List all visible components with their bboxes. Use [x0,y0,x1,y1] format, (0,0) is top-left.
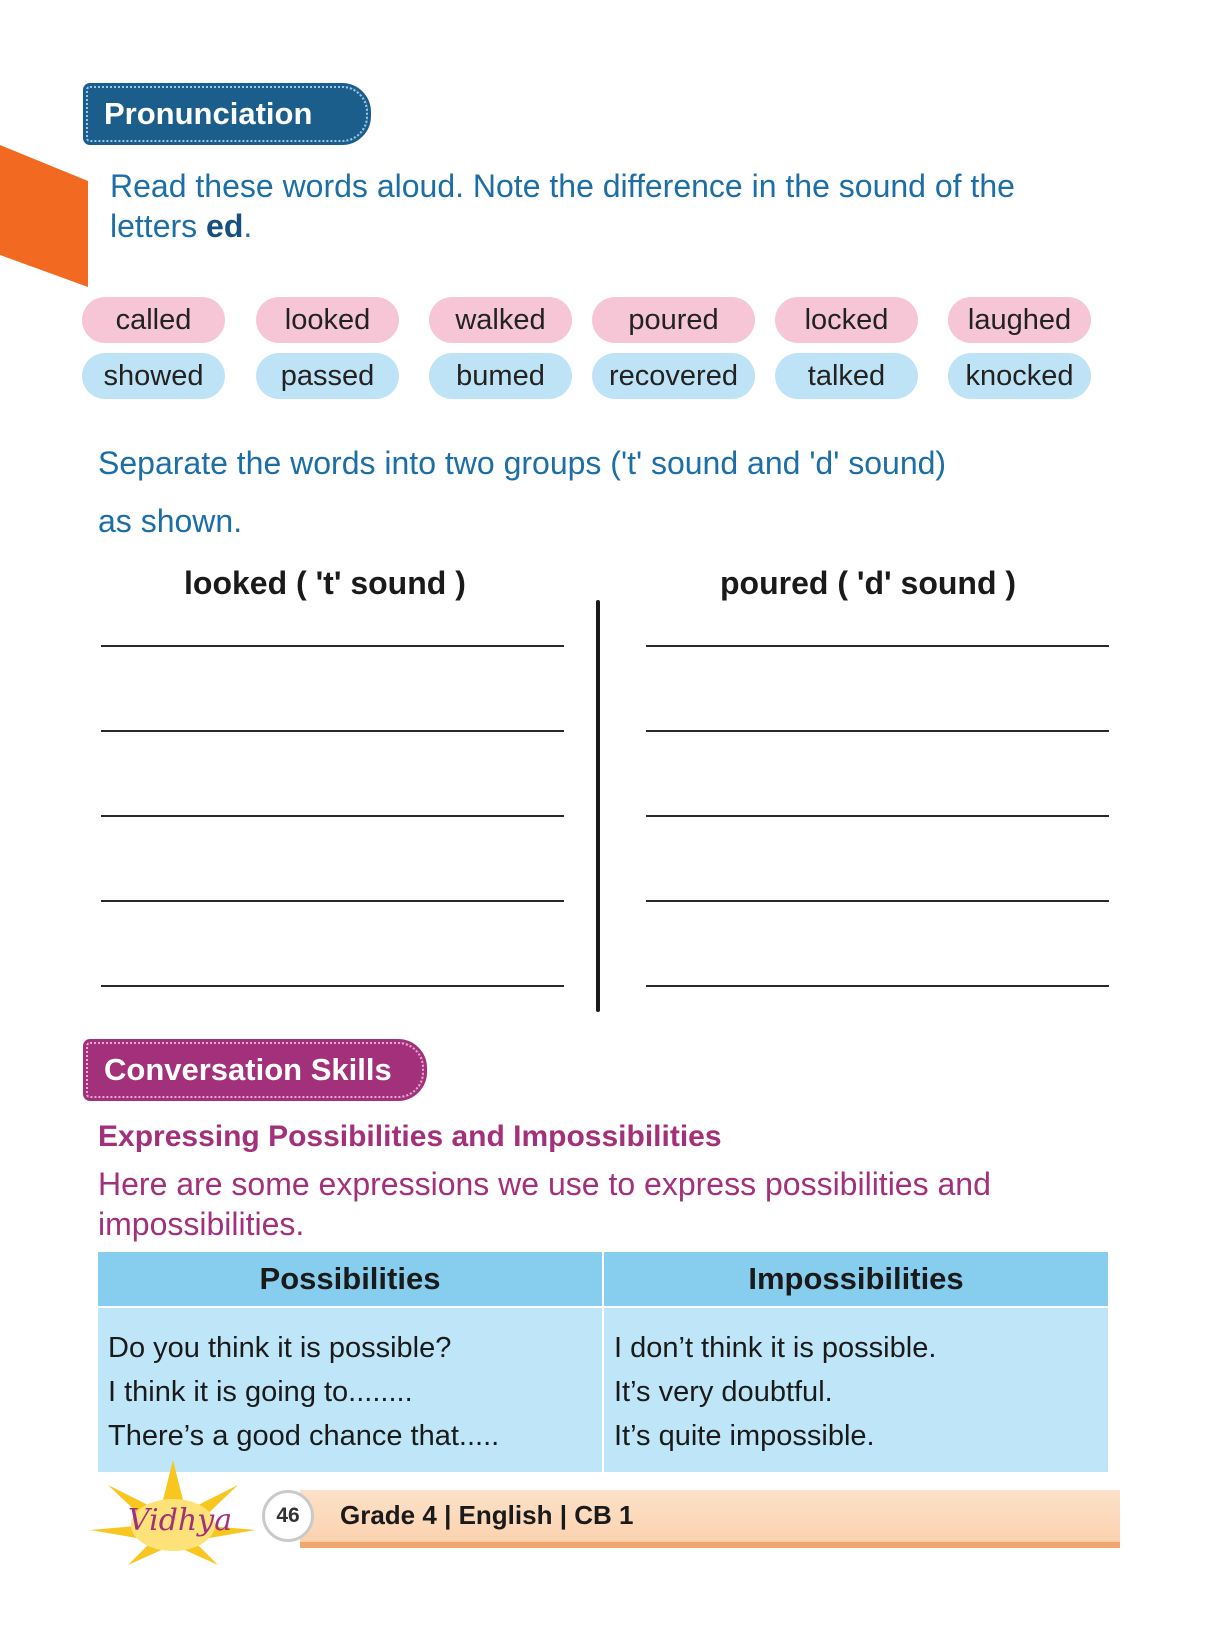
column-divider [596,600,600,1012]
separate-instruction [98,434,1098,550]
orange-side-tab [0,145,90,287]
footer-subject: English [458,1500,553,1530]
word-chip: called [82,297,225,343]
t-sound-header: looked ( 't' sound ) [184,565,466,601]
possibility-expression: I think it is going to........ [108,1376,413,1408]
instruction-text: Read these words aloud. Note the difference in the sound of the letters [110,168,1015,244]
separate-line-1: Separate the words into two groups ('t' sound and 'd' sound) [98,445,947,481]
answer-line-t[interactable] [101,645,564,647]
page-number: 46 [262,1490,314,1542]
impossibility-expression: I don’t think it is possible. [614,1332,937,1364]
possibility-expression: Do you think it is possible? [108,1332,452,1364]
answer-line-t[interactable] [101,900,564,902]
chip-row-1 [82,297,1122,345]
word-chip: talked [775,353,918,399]
conversation-banner [86,1042,424,1098]
footer-separator: | [444,1500,452,1530]
footer-book: CB 1 [574,1500,634,1530]
logo-text: Vidhya [128,1503,233,1538]
pronunciation-instruction [110,166,1090,246]
footer-separator: | [559,1500,567,1530]
pronunciation-title: Pronunciation [104,96,313,131]
table-header-row [98,1252,1108,1307]
possibility-expression: There’s a good chance that..... [108,1420,500,1452]
pronunciation-banner [86,86,368,142]
table-row [98,1307,1108,1472]
impossibilities-cell [603,1307,1108,1472]
word-chip: walked [429,297,572,343]
word-chip: looked [256,297,399,343]
word-chip: laughed [948,297,1091,343]
d-sound-header: poured ( 'd' sound ) [720,565,1017,601]
word-chip: passed [256,353,399,399]
word-chip: poured [592,297,755,343]
possibilities-cell [98,1307,603,1472]
answer-line-d[interactable] [646,985,1109,987]
answer-line-t[interactable] [101,730,564,732]
possibilities-header: Possibilities [98,1252,603,1307]
expressing-heading: Expressing Possibilities and Impossibilities [98,1120,722,1153]
impossibility-expression: It’s quite impossible. [614,1420,875,1452]
separate-line-2: as shown. [98,503,243,539]
impossibilities-header: Impossibilities [603,1252,1108,1307]
answer-line-d[interactable] [646,645,1109,647]
word-chip: bumed [429,353,572,399]
footer-text [340,1500,633,1531]
word-chip: showed [82,353,225,399]
answer-line-d[interactable] [646,730,1109,732]
answer-line-d[interactable] [646,815,1109,817]
word-chip: locked [775,297,918,343]
conversation-title: Conversation Skills [104,1052,392,1087]
word-chips [82,297,1122,409]
instruction-emphasis: ed [206,208,244,244]
impossibility-expression: It’s very doubtful. [614,1376,833,1408]
expressions-intro: Here are some expressions we use to express possibilities and impossibilities. [98,1166,991,1242]
word-chip: knocked [948,353,1091,399]
answer-line-t[interactable] [101,815,564,817]
footer-grade: Grade 4 [340,1500,437,1530]
word-chip: recovered [592,353,755,399]
chip-row-2 [82,353,1122,401]
answer-line-d[interactable] [646,900,1109,902]
answer-line-t[interactable] [101,985,564,987]
instruction-end: . [243,208,253,244]
expressions-table [98,1252,1108,1472]
